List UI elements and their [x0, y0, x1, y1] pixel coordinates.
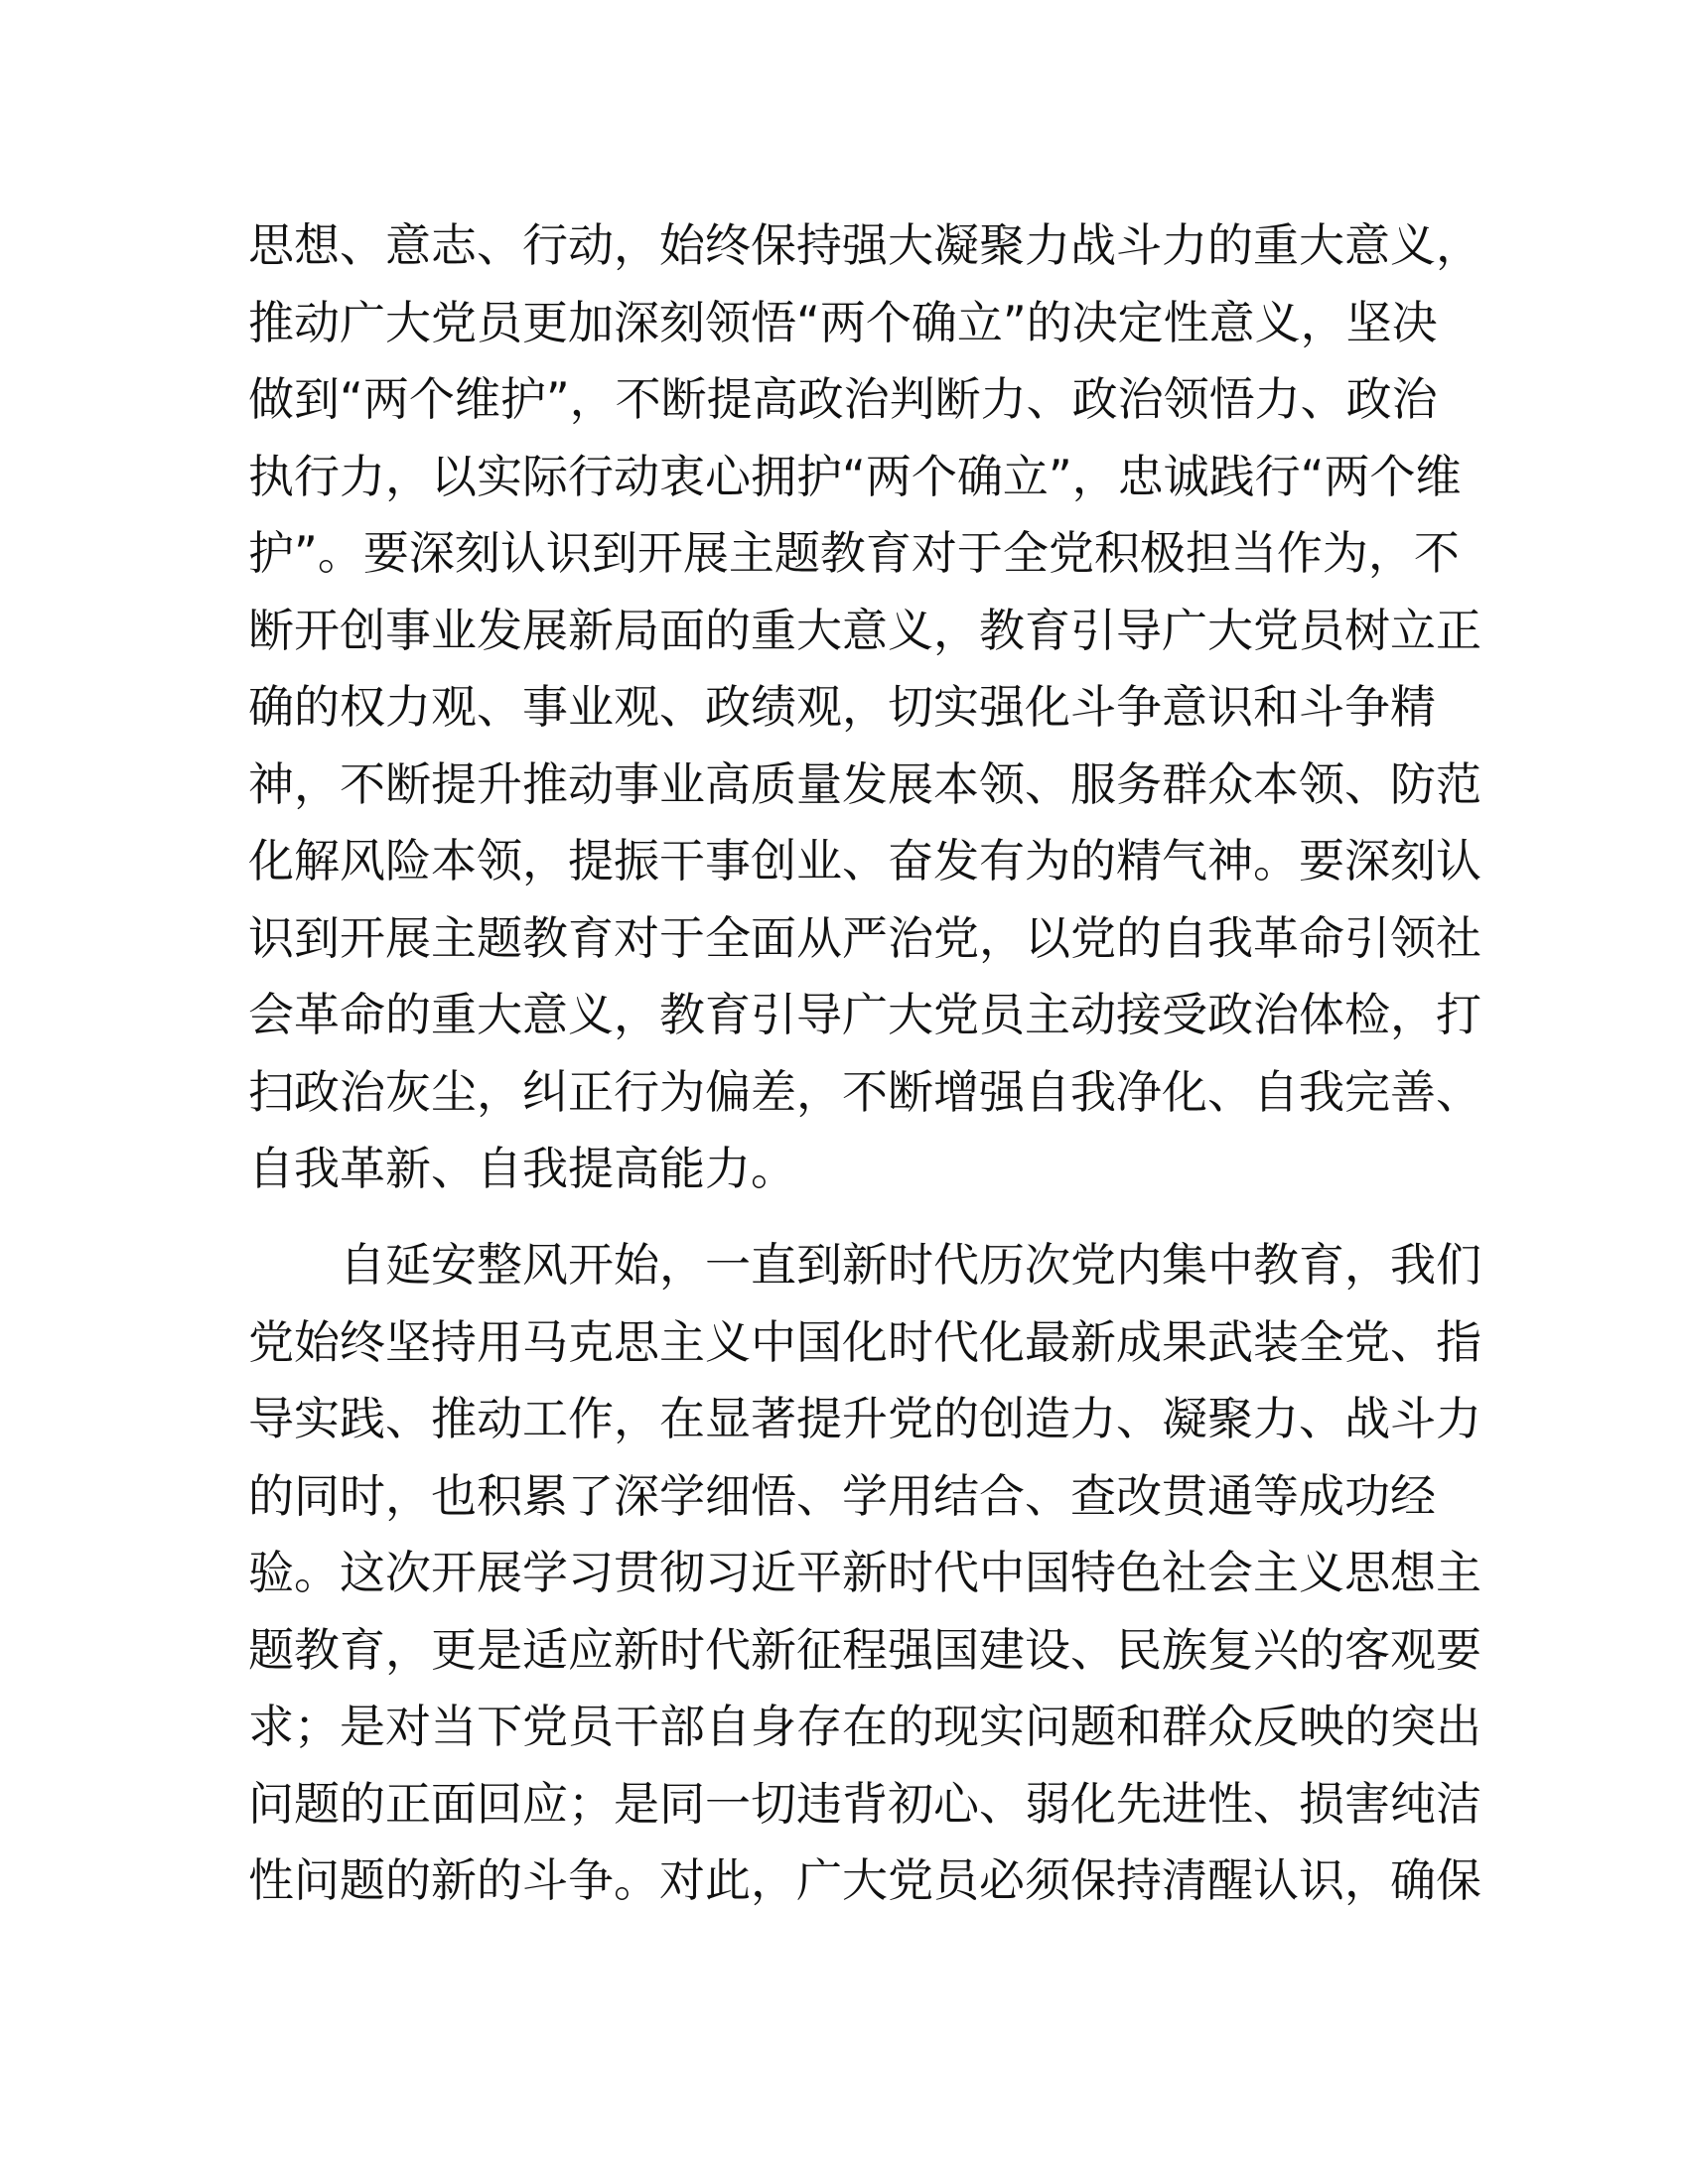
text-line: 自我革新、自我提高能力。	[248, 1142, 796, 1195]
text-line: 的同时，也积累了深学细悟、学用结合、查改贯通等成功经	[248, 1468, 1436, 1523]
text-line: 会革命的重大意义，教育引导广大党员主动接受政治体检，打	[248, 988, 1481, 1041]
text-line: 化解风险本领，提振干事创业、奋发有为的精气神。要深刻认	[248, 834, 1481, 887]
paragraph-1	[248, 207, 1481, 1208]
text-line: 神，不断提升推动事业高质量发展本领、服务群众本领、防范	[248, 756, 1481, 811]
text-line: 确的权力观、事业观、政绩观，切实强化斗争意识和斗争精	[248, 680, 1436, 734]
text-line: 识到开展主题教育对于全面从严治党，以党的自我革命引领社	[248, 910, 1481, 965]
text-line: 党始终坚持用马克思主义中国化时代化最新成果武装全党、指	[248, 1314, 1481, 1369]
text-line: 执行力，以实际行动衷心拥护“两个确立”，忠诚践行“两个维	[248, 449, 1462, 503]
text-line: 扫政治灰尘，纠正行为偏差，不断增强自我净化、自我完善、	[248, 1064, 1481, 1119]
text-line: 验。这次开展学习贯彻习近平新时代中国特色社会主义思想主	[248, 1546, 1481, 1599]
text-line: 性问题的新的斗争。对此，广大党员必须保持清醒认识，确保	[248, 1853, 1481, 1907]
text-line: 做到“两个维护”，不断提高政治判断力、政治领悟力、政治	[248, 372, 1438, 426]
text-line: 题教育，更是适应新时代新征程强国建设、民族复兴的客观要	[248, 1622, 1481, 1677]
text-line: 护”。要深刻认识到开展主题教育对于全党积极担当作为，不	[248, 526, 1460, 580]
text-line: 求；是对当下党员干部自身存在的现实问题和群众反映的突出	[248, 1700, 1481, 1753]
text-line: 问题的正面回应；是同一切违背初心、弱化先进性、损害纯洁	[248, 1776, 1481, 1831]
text-line: 断开创事业发展新局面的重大意义，教育引导广大党员树立正	[248, 603, 1481, 657]
text-line: 推动广大党员更加深刻领悟“两个确立”的决定性意义，坚决	[248, 295, 1438, 349]
text-line: 自延安整风开始，一直到新时代历次党内集中教育，我们	[248, 1238, 1481, 1292]
text-line: 思想、意志、行动，始终保持强大凝聚力战斗力的重大意义，	[248, 218, 1481, 272]
text-line: 导实践、推动工作，在显著提升党的创造力、凝聚力、战斗力	[248, 1392, 1481, 1445]
paragraph-2	[248, 1227, 1481, 1920]
